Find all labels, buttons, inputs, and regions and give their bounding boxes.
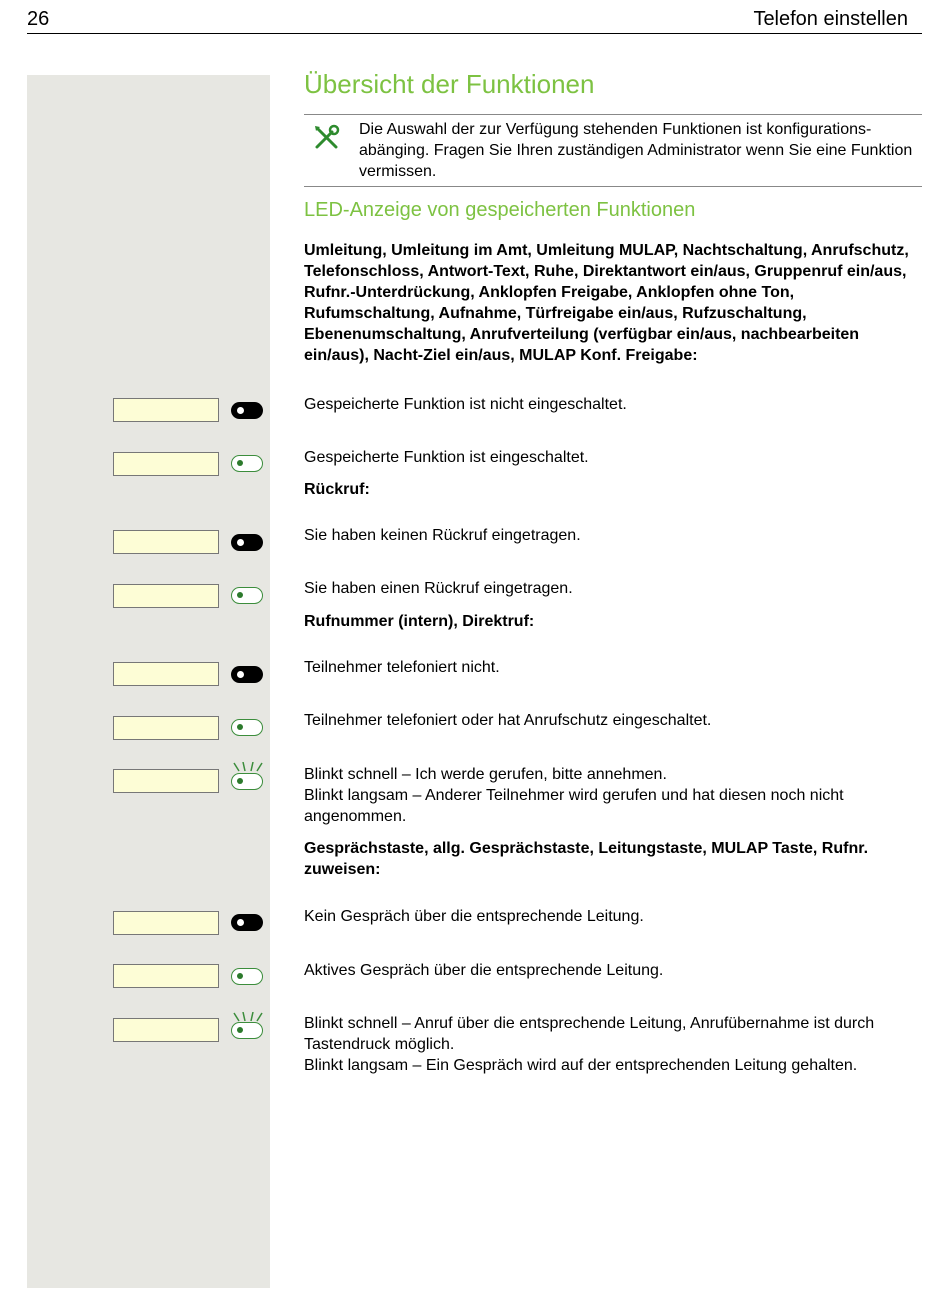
led-description: Kein Gespräch über die entsprechende Leitung. bbox=[304, 908, 644, 925]
section-subtitle: LED-Anzeige von gespeicherten Funktionen bbox=[304, 199, 696, 221]
led-off-icon bbox=[231, 666, 263, 683]
function-key[interactable] bbox=[113, 1018, 219, 1042]
section-heading-functions: Umleitung, Umleitung im Amt, Umleitung MULAP, Nachtschaltung, Anrufschutz, Telefonschloss, Antwort-Text, Ruhe, Direktantwort ein/aus, Gruppenruf ein/aus, Rufnr.-Unterdrückung, Anklopfen Freigabe, Anklopfen ohne Ton, Rufumschaltung, Aufnahme, Türfreigabe ein/aus, Rufzuschaltung, Ebenenumschaltung, Anrufverteilung (verfügbar ein/aus, nachbearbeiten ein/aus), Nacht-Ziel ein/aus, MULAP Konf. Freigabe: bbox=[304, 242, 909, 364]
led-off-icon bbox=[231, 914, 263, 931]
blink-slow-text: Blinkt langsam – Ein Gespräch wird auf der entsprechenden Leitung gehalten. bbox=[304, 1057, 858, 1074]
led-description: Gespeicherte Funktion ist eingeschaltet. bbox=[304, 449, 589, 466]
led-description: Teilnehmer telefoniert oder hat Anrufschutz eingeschaltet. bbox=[304, 712, 712, 729]
function-key[interactable] bbox=[113, 716, 219, 740]
page-title: Übersicht der Funktionen bbox=[304, 69, 595, 99]
main-content bbox=[304, 68, 922, 100]
section-heading-direct-call: Rufnummer (intern), Direktruf: bbox=[304, 613, 535, 630]
led-on-icon bbox=[231, 455, 263, 472]
function-key[interactable] bbox=[113, 769, 219, 793]
led-description: Sie haben keinen Rückruf eingetragen. bbox=[304, 527, 581, 544]
led-blinking-icon bbox=[231, 773, 263, 790]
page-header bbox=[27, 6, 922, 34]
tools-icon bbox=[312, 123, 342, 153]
led-on-icon bbox=[231, 719, 263, 736]
chapter-title: Telefon einstellen bbox=[753, 8, 908, 30]
led-on-icon bbox=[231, 968, 263, 985]
function-key[interactable] bbox=[113, 911, 219, 935]
section-heading-callback: Rückruf: bbox=[304, 481, 370, 498]
led-off-icon bbox=[231, 534, 263, 551]
led-description bbox=[304, 764, 924, 827]
blink-fast-text: Blinkt schnell – Anruf über die entsprechende Leitung, Anrufübernahme ist durch Tastendruck möglich. bbox=[304, 1015, 875, 1053]
blink-fast-text: Blinkt schnell – Ich werde gerufen, bitte annehmen. bbox=[304, 766, 667, 783]
led-description: Teilnehmer telefoniert nicht. bbox=[304, 659, 500, 676]
function-key[interactable] bbox=[113, 964, 219, 988]
led-description: Gespeicherte Funktion ist nicht eingeschaltet. bbox=[304, 396, 627, 413]
led-on-icon bbox=[231, 587, 263, 604]
note-text: Die Auswahl der zur Verfügung stehenden Funktionen ist konfigurations-abänging. Fragen Sie Ihren zuständigen Administrator wenn Sie eine Funktion vermissen. bbox=[359, 121, 913, 180]
function-key[interactable] bbox=[113, 530, 219, 554]
led-description: Sie haben einen Rückruf eingetragen. bbox=[304, 580, 573, 597]
led-blinking-icon bbox=[231, 1022, 263, 1039]
function-key[interactable] bbox=[113, 398, 219, 422]
function-key[interactable] bbox=[113, 584, 219, 608]
page-number: 26 bbox=[27, 8, 50, 30]
blink-slow-text: Blinkt langsam – Anderer Teilnehmer wird gerufen und hat diesen noch nicht angenommen. bbox=[304, 787, 844, 825]
led-description bbox=[304, 1013, 924, 1076]
function-key[interactable] bbox=[113, 662, 219, 686]
led-description: Aktives Gespräch über die entsprechende Leitung. bbox=[304, 962, 664, 979]
section-heading-line-keys: Gesprächstaste, allg. Gesprächstaste, Leitungstaste, MULAP Taste, Rufnr. zuweisen: bbox=[304, 840, 869, 878]
info-note bbox=[304, 114, 922, 187]
led-off-icon bbox=[231, 402, 263, 419]
function-key[interactable] bbox=[113, 452, 219, 476]
